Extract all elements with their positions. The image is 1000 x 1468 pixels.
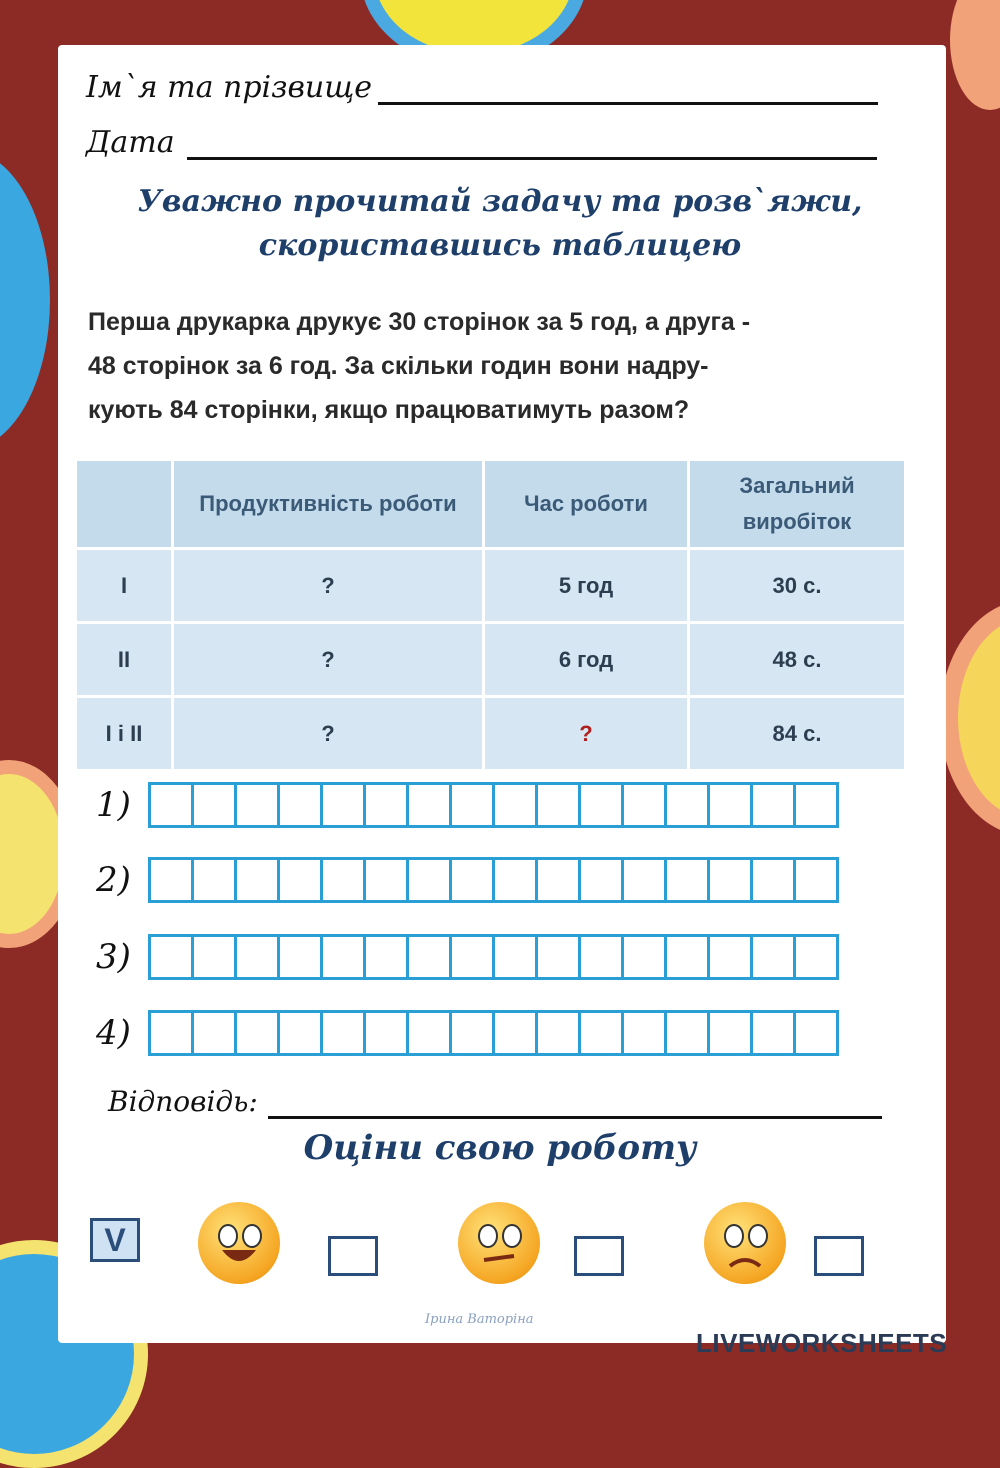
evaluate-title: Оціни свою роботу (303, 1128, 697, 1168)
cell-total: 48 с. (690, 624, 904, 695)
solution-number: 3) (96, 937, 131, 977)
instruction-title (80, 180, 920, 267)
table-header-row (77, 461, 904, 547)
date-label: Дата (86, 125, 175, 160)
cell-productivity: ? (174, 550, 482, 621)
name-label: Ім`я та прізвище (86, 70, 373, 105)
happy-emoji-icon (198, 1202, 280, 1284)
problem-line-1: Перша друкарка друкує 30 сторінок за 5 год, а друга - (88, 308, 751, 336)
liveworksheets-watermark: LIVEWORKSHEETS (696, 1328, 948, 1358)
sad-emoji-icon (704, 1202, 786, 1284)
cell-productivity: ? (174, 624, 482, 695)
answer-cells[interactable] (148, 934, 839, 980)
author-signature: Ірина Ваторіна (425, 1312, 534, 1327)
solution-row-2 (96, 857, 839, 903)
cell-productivity: ? (174, 698, 482, 769)
title-line-2: скориставшись таблицею (258, 227, 742, 263)
date-row (86, 125, 877, 160)
problem-text (88, 300, 938, 432)
name-row (86, 70, 878, 105)
solution-number: 1) (96, 785, 131, 825)
decor-circle-right (940, 600, 1000, 836)
header-cell-empty (77, 461, 171, 547)
cell-time-unknown: ? (485, 698, 687, 769)
answer-cells[interactable] (148, 857, 839, 903)
cell-total: 84 с. (690, 698, 904, 769)
cell-label: I і II (77, 698, 171, 769)
table-row (77, 698, 904, 769)
header-cell-productivity: Продуктивність роботи (174, 461, 482, 547)
answer-label: Відповідь: (108, 1085, 258, 1118)
title-line-1: Уважно прочитай задачу та розв`яжи, (137, 184, 863, 219)
happy-checkbox[interactable] (328, 1236, 378, 1276)
decor-circle-right-top (950, 0, 1000, 110)
thinking-emoji-icon (458, 1202, 540, 1284)
solution-row-4 (96, 1010, 839, 1056)
solution-row-1 (96, 782, 839, 828)
table-row (77, 550, 904, 621)
table-row (77, 624, 904, 695)
check-mark-icon: V (90, 1218, 140, 1262)
header-cell-time: Час роботи (485, 461, 687, 547)
name-input-line[interactable] (378, 72, 878, 105)
answer-cells[interactable] (148, 1010, 839, 1056)
data-table (74, 458, 907, 772)
date-input-line[interactable] (187, 127, 877, 160)
solution-row-3 (96, 934, 839, 980)
cell-label: II (77, 624, 171, 695)
sad-checkbox[interactable] (814, 1236, 864, 1276)
answer-input-line[interactable] (268, 1116, 882, 1119)
cell-time: 5 год (485, 550, 687, 621)
cell-total: 30 с. (690, 550, 904, 621)
problem-line-3: кують 84 сторінки, якщо працюватимуть разом? (88, 396, 690, 424)
decor-circle-left (0, 150, 50, 450)
header-cell-total: Загальний виробіток (690, 461, 904, 547)
cell-label: I (77, 550, 171, 621)
thinking-checkbox[interactable] (574, 1236, 624, 1276)
solution-number: 2) (96, 860, 131, 900)
evaluation-row (90, 1198, 890, 1288)
answer-cells[interactable] (148, 782, 839, 828)
cell-time: 6 год (485, 624, 687, 695)
solution-number: 4) (96, 1013, 131, 1053)
problem-line-2: 48 сторінок за 6 год. За скільки годин вони надру- (88, 352, 709, 380)
